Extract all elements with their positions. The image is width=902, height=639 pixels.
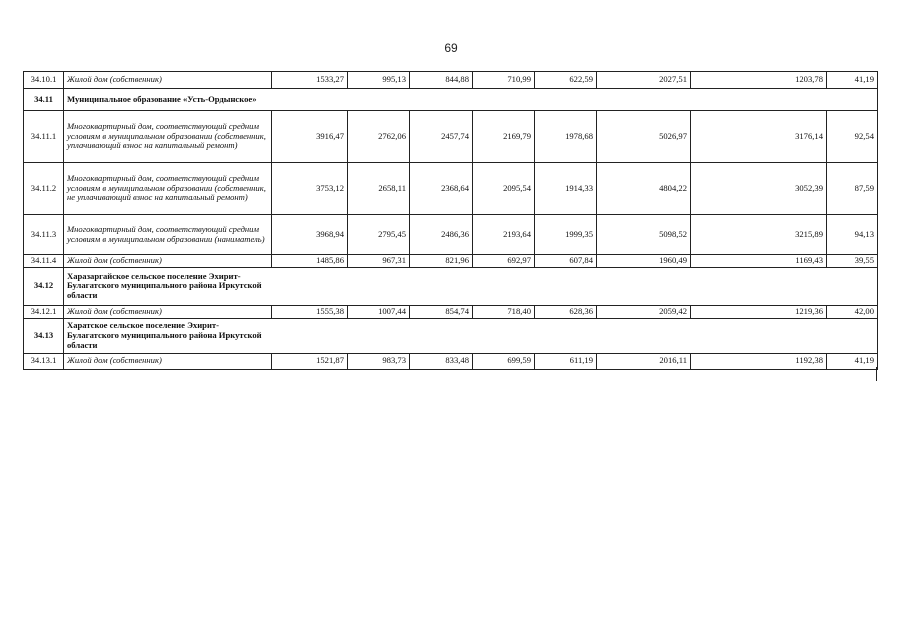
value-cell: 94,13 <box>827 215 878 255</box>
value-cell: 3215,89 <box>691 215 827 255</box>
value-cell: 1521,87 <box>272 353 348 369</box>
value-cell: 87,59 <box>827 163 878 215</box>
value-cell: 1192,38 <box>691 353 827 369</box>
row-code: 34.11.3 <box>24 215 64 255</box>
group-row-filler <box>272 89 878 111</box>
value-cell: 1914,33 <box>535 163 597 215</box>
table-row <box>24 111 878 163</box>
row-code: 34.11.1 <box>24 111 64 163</box>
row-code: 34.12.1 <box>24 305 64 318</box>
value-cell: 967,31 <box>348 255 410 268</box>
value-cell: 1555,38 <box>272 305 348 318</box>
value-cell: 41,19 <box>827 72 878 89</box>
value-cell: 844,88 <box>410 72 473 89</box>
row-code: 34.11.4 <box>24 255 64 268</box>
value-cell: 1960,49 <box>597 255 691 268</box>
row-code: 34.13.1 <box>24 353 64 369</box>
value-cell: 2193,64 <box>473 215 535 255</box>
table-row <box>24 353 878 369</box>
row-description: Жилой дом (собственник) <box>64 72 272 89</box>
value-cell: 3176,14 <box>691 111 827 163</box>
value-cell: 2368,64 <box>410 163 473 215</box>
value-cell: 995,13 <box>348 72 410 89</box>
row-description: Многоквартирный дом, соответствующий средним условиям в муниципальном образовании (собственник, не уплачивающий взнос на капитальный ремонт) <box>64 163 272 215</box>
value-cell: 41,19 <box>827 353 878 369</box>
value-cell: 1169,43 <box>691 255 827 268</box>
row-code: 34.10.1 <box>24 72 64 89</box>
value-cell: 710,99 <box>473 72 535 89</box>
value-cell: 1219,36 <box>691 305 827 318</box>
value-cell: 2658,11 <box>348 163 410 215</box>
value-cell: 692,97 <box>473 255 535 268</box>
value-cell: 92,54 <box>827 111 878 163</box>
value-cell: 611,19 <box>535 353 597 369</box>
value-cell: 1007,44 <box>348 305 410 318</box>
value-cell: 2095,54 <box>473 163 535 215</box>
municipality-name: Муниципальное образование «Усть-Ордынское» <box>64 89 272 111</box>
value-cell: 1203,78 <box>691 72 827 89</box>
tariff-table <box>23 71 878 370</box>
value-cell: 1999,35 <box>535 215 597 255</box>
page-number: 69 <box>444 41 458 55</box>
value-cell: 39,55 <box>827 255 878 268</box>
value-cell: 2059,42 <box>597 305 691 318</box>
value-cell: 622,59 <box>535 72 597 89</box>
row-code: 34.11 <box>24 89 64 111</box>
table-row <box>24 255 878 268</box>
value-cell: 3968,94 <box>272 215 348 255</box>
value-cell: 2169,79 <box>473 111 535 163</box>
value-cell: 2486,36 <box>410 215 473 255</box>
table-row <box>24 72 878 89</box>
value-cell: 3916,47 <box>272 111 348 163</box>
value-cell: 5098,52 <box>597 215 691 255</box>
value-cell: 1533,27 <box>272 72 348 89</box>
value-cell: 2457,74 <box>410 111 473 163</box>
value-cell: 699,59 <box>473 353 535 369</box>
municipality-name: Харатское сельское поселение Эхирит-Булагатского муниципального района Иркутской области <box>64 318 272 353</box>
value-cell: 5026,97 <box>597 111 691 163</box>
value-cell: 3753,12 <box>272 163 348 215</box>
group-row <box>24 318 878 353</box>
row-description: Жилой дом (собственник) <box>64 353 272 369</box>
value-cell: 2027,51 <box>597 72 691 89</box>
table-body <box>24 72 878 370</box>
table-tail-border <box>876 367 877 381</box>
table-row <box>24 163 878 215</box>
row-code: 34.12 <box>24 267 64 305</box>
value-cell: 2795,45 <box>348 215 410 255</box>
value-cell: 2762,06 <box>348 111 410 163</box>
value-cell: 718,40 <box>473 305 535 318</box>
table-row <box>24 305 878 318</box>
value-cell: 1978,68 <box>535 111 597 163</box>
value-cell: 2016,11 <box>597 353 691 369</box>
municipality-name: Харазаргайское сельское поселение Эхирит-Булагатского муниципального района Иркутской области <box>64 267 272 305</box>
group-row <box>24 267 878 305</box>
group-row-filler <box>272 267 878 305</box>
value-cell: 3052,39 <box>691 163 827 215</box>
value-cell: 854,74 <box>410 305 473 318</box>
group-row-filler <box>272 318 878 353</box>
row-description: Жилой дом (собственник) <box>64 255 272 268</box>
value-cell: 821,96 <box>410 255 473 268</box>
group-row <box>24 89 878 111</box>
row-code: 34.13 <box>24 318 64 353</box>
value-cell: 42,00 <box>827 305 878 318</box>
value-cell: 833,48 <box>410 353 473 369</box>
value-cell: 4804,22 <box>597 163 691 215</box>
row-description: Жилой дом (собственник) <box>64 305 272 318</box>
row-description: Многоквартирный дом, соответствующий средним условиям в муниципальном образовании (собственник, уплачивающий взнос на капитальный ремонт) <box>64 111 272 163</box>
row-code: 34.11.2 <box>24 163 64 215</box>
value-cell: 607,84 <box>535 255 597 268</box>
value-cell: 1485,86 <box>272 255 348 268</box>
row-description: Многоквартирный дом, соответствующий средним условиям в муниципальном образовании (наниматель) <box>64 215 272 255</box>
table-row <box>24 215 878 255</box>
value-cell: 628,36 <box>535 305 597 318</box>
value-cell: 983,73 <box>348 353 410 369</box>
